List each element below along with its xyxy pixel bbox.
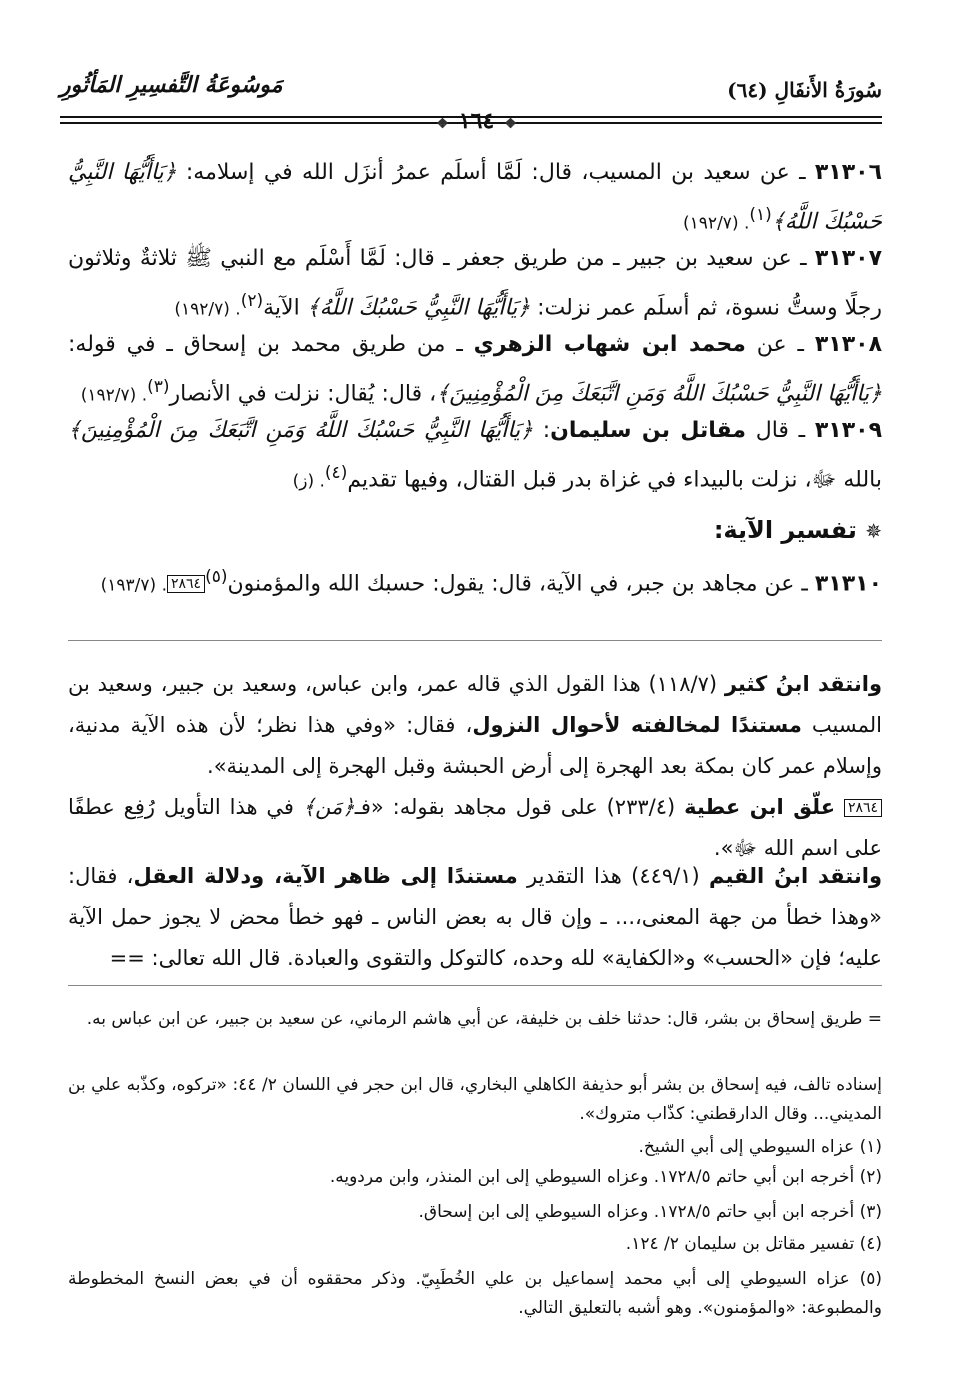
commentary-link-box: ٢٨٦٤ xyxy=(167,575,205,593)
quran-verse: ﴿يَاأَيُّهَا النَّبِيُّ حَسْبُكَ اللَّهُ﴾ xyxy=(68,160,882,235)
commentator-name: علّق ابن عطية xyxy=(684,795,836,819)
volume-reference: . (١٩٢/٧) xyxy=(683,213,750,234)
commentary-paragraph: وانتقد ابنُ القيم (٤٤٩/١) هذا التقدير مستندًا إلى ظاهر الآية، ودلالة العقل، فقال: «وهذا خطأ من جهة المعنى،... ـ وإن قال به بعض الناس ـ فهو خطأ محض لا يجوز حمل الآية عليه؛ فإن «الحسب» و«الكفاية» لله وحده، كالتوكل والتقوى والعبادة. قال الله تعالى: == xyxy=(68,864,882,970)
ornament-icon: ❖ xyxy=(436,116,449,132)
volume-reference: . (١٩٢/٧) xyxy=(174,299,241,320)
footnote: (٢) أخرجه ابن أبي حاتم ١٧٢٨/٥. وعزاه السيوطي إلى ابن المنذر، وابن مردويه. xyxy=(329,1167,882,1187)
quran-word: ﴿مَن﴾ xyxy=(302,795,355,819)
commentary-paragraph: وانتقد ابنُ كثير (١١٨/٧) هذا القول الذي قاله عمر، وابن عباس، وسعيد بن جبير، وسعيد بن المسيب مستندًا لمخالفته لأحوال النزول، فقال: «وفي هذا نظر؛ لأن هذه الآية مدنية، وإسلام عمر كان بمكة بعد الهجرة إلى أرض الحبشة وقبل الهجرة إلى المدينة». xyxy=(68,672,882,778)
footnote-marker: (١) xyxy=(749,205,772,225)
flower-icon: ✵ xyxy=(865,519,882,543)
quran-verse: ﴿يَاأَيُّهَا النَّبِيُّ حَسْبُكَ اللَّهُ﴾ xyxy=(306,295,531,321)
section-heading: ✵ تفسير الآية: xyxy=(713,516,882,544)
commentary-paragraph: ٢٨٦٤ علّق ابن عطية (٢٣٣/٤) على قول مجاهد بقوله: «فـ﴿مَن﴾ في هذا التأويل رُفِع عطفًا على اسم الله ﷻ». xyxy=(68,795,882,860)
page-number: ❖١٦٤❖ xyxy=(436,108,517,134)
quran-verse: ﴿يَاأَيُّهَا النَّبِيُّ حَسْبُكَ اللَّهُ وَمَنِ اتَّبَعَكَ مِنَ الْمُؤْمِنِينَ﴾ xyxy=(436,381,882,407)
footnote: (٥) عزاه السيوطي إلى أبي محمد إسماعيل بن علي الخُطَبِيّ. وذكر محققوه أن في بعض النسخ المخطوطة والمطبوعة: «والمؤمنون». وهو أشبه بالتعليق التالي. xyxy=(68,1269,882,1318)
entry-number: ٣١٣٠٨ xyxy=(814,332,882,357)
commentator-name: وانتقد ابنُ القيم xyxy=(709,864,882,888)
basis-phrase: مستندًا إلى ظاهر الآية، ودلالة العقل xyxy=(133,864,518,888)
ornament-icon: ❖ xyxy=(504,116,517,132)
narrator-name: محمد ابن شهاب الزهري xyxy=(473,332,746,357)
narration-entry: ٣١٣٠٨ ـ عن محمد ابن شهاب الزهري ـ من طريق محمد بن إسحاق ـ في قوله: ﴿يَاأَيُّهَا النَّبِيُّ حَسْبُكَ اللَّهُ وَمَنِ اتَّبَعَكَ مِنَ الْمُؤْمِنِينَ﴾، قال: يُقال: نزلت في الأنصار$^{(٣)}$. (١٩٢/٧) xyxy=(68,332,882,407)
footnote-marker: (٥) xyxy=(205,567,228,587)
footnote: إسناده تالف، فيه إسحاق بن بشر أبو حذيفة الكاهلي البخاري، قال ابن حجر في اللسان ٢/ ٤٤: «تركوه، وكذّبه علي بن المديني... وقال الدارقطني: كذّاب متروك». xyxy=(68,1075,882,1124)
entry-number: ٣١٣١٠ xyxy=(814,571,882,597)
commentary-separator xyxy=(68,640,882,641)
narration-entry: ٣١٣٠٧ ـ عن سعيد بن جبير ـ من طريق جعفر ـ قال: لَمَّا أَسْلَم مع النبي ﷺ ثلاثةٌ وثلاثون رجلًا وستُّ نسوة، ثم أسلَم عمر نزلت: ﴿يَاأَيُّهَا النَّبِيُّ حَسْبُكَ اللَّهُ﴾ الآية$^{(٢)}$. (١٩٢/٧) xyxy=(68,246,882,321)
narration-entry: ٣١٣١٠ ـ عن مجاهد بن جبر، في الآية، قال: يقول: حسبك الله والمؤمنون$^{(٥)}$٢٨٦٤. (١٩٣/٧) xyxy=(100,567,882,597)
footnote: (١) عزاه السيوطي إلى أبي الشيخ. xyxy=(638,1137,882,1157)
entry-number: ٣١٣٠٦ xyxy=(814,160,883,185)
quran-verse: ﴿يَاأَيُّهَا النَّبِيُّ حَسْبُكَ اللَّهُ وَمَنِ اتَّبَعَكَ مِنَ الْمُؤْمِنِينَ﴾ xyxy=(68,418,533,443)
footnote: = طريق إسحاق بن بشر، قال: حدثنا خلف بن خليفة، عن أبي هاشم الرماني، عن سعيد بن جبير، عن ابن عباس به. xyxy=(86,1009,882,1029)
footnote: (٤) تفسير مقاتل بن سليمان ٢/ ١٢٤. xyxy=(625,1234,882,1254)
entry-number: ٣١٣٠٧ xyxy=(814,246,882,271)
footnote-separator xyxy=(68,985,882,986)
page-header xyxy=(60,72,882,112)
footnote-marker: (٢) xyxy=(240,291,264,311)
book-title: مَوسُوعَةُ التَّفسِيرِ المَأثُورِ xyxy=(60,72,283,98)
footnote-marker: (٤) xyxy=(324,463,348,483)
volume-reference: . (١٩٢/٧) xyxy=(80,385,148,406)
narrator-name: مقاتل بن سليمان xyxy=(550,418,746,443)
commentator-name: وانتقد ابنُ كثير xyxy=(724,672,882,696)
narration-entry: ٣١٣٠٦ ـ عن سعيد بن المسيب، قال: لَمَّا أسلَم عمرُ أنزَل الله في إسلامه: ﴿يَاأَيُّهَا النَّبِيُّ حَسْبُكَ اللَّهُ﴾$^{(١)}$. (١٩٢/٧) xyxy=(68,160,883,235)
volume-reference: . (ز) xyxy=(292,471,325,492)
entry-number: ٣١٣٠٩ xyxy=(814,418,882,443)
footnote: (٣) أخرجه ابن أبي حاتم ١٧٢٨/٥. وعزاه السيوطي إلى ابن إسحاق. xyxy=(418,1202,882,1222)
narration-entry: ٣١٣٠٩ ـ قال مقاتل بن سليمان: ﴿يَاأَيُّهَا النَّبِيُّ حَسْبُكَ اللَّهُ وَمَنِ اتَّبَعَكَ مِنَ الْمُؤْمِنِينَ﴾ بالله ﷻ، نزلت بالبيداء في غزاة بدر قبل القتال، وفيها تقديم$^{(٤)}$. (ز) xyxy=(68,418,882,493)
commentary-link-box: ٢٨٦٤ xyxy=(844,799,882,817)
footnote-marker: (٣) xyxy=(147,377,170,397)
volume-reference: . (١٩٣/٧) xyxy=(100,575,167,596)
basis-phrase: مستندًا لمخالفته لأحوال النزول xyxy=(472,713,802,737)
surah-title: سُورَةُ الأَنفَالِ (٦٤) xyxy=(727,78,882,102)
